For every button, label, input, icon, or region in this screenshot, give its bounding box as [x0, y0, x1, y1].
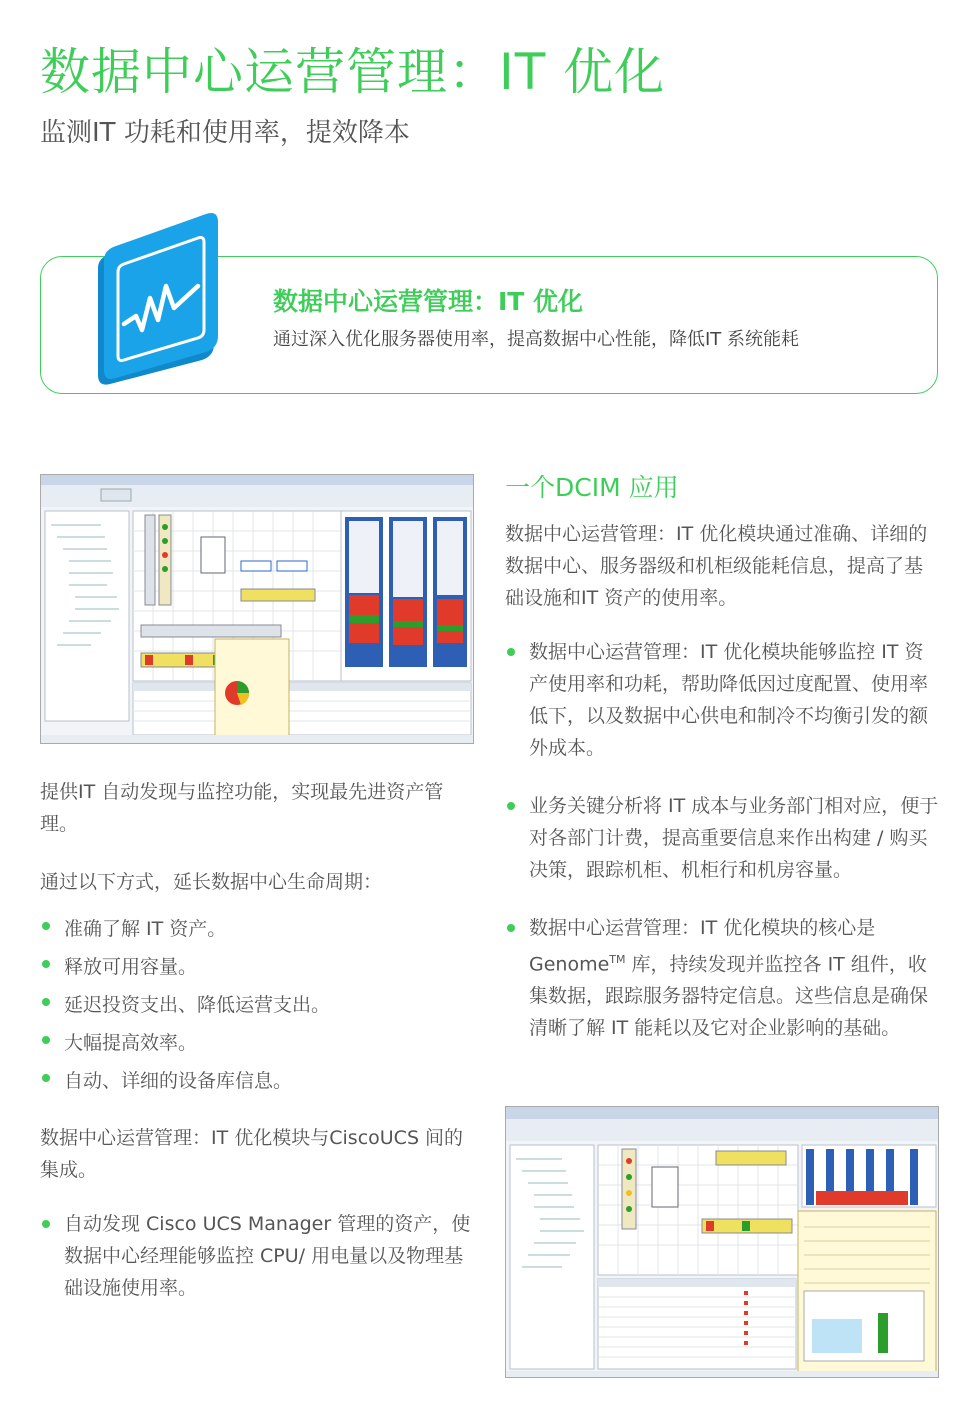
trademark-mark: TM — [609, 953, 626, 966]
list-item: 释放可用容量。 — [40, 948, 480, 986]
right-intro: 数据中心运营管理：IT 优化模块通过准确、详细的数据中心、服务器级和机柜级能耗信息，提高了基础设施和IT 资产的使用率。 — [505, 523, 928, 609]
pulse-wave-icon — [90, 212, 220, 387]
list-item: 自动发现 Cisco UCS Manager 管理的资产，使数据中心经理能够监控 CPU/ 用电量以及物理基础设施使用率。 — [40, 1208, 480, 1304]
dcim-detail-screenshot — [506, 1107, 939, 1378]
banner-description: 通过深入优化服务器使用率，提高数据中心性能，降低IT 系统能耗 — [273, 329, 800, 350]
lifecycle-lead: 通过以下方式，延长数据中心生命周期： — [40, 871, 383, 893]
list-item-text: 库，持续发现并监控各 IT 组件，收集数据，跟踪服务器特定信息。这些信息是确保清晰了解 IT 能耗以及它对企业影响的基础。 — [529, 953, 929, 1040]
list-item: 延迟投资支出、降低运营支出。 — [40, 986, 480, 1024]
right-list — [505, 636, 941, 1044]
list-item: 大幅提高效率。 — [40, 1024, 480, 1062]
list-item-text: 数据中心运营管理：IT 优化模块的核心是 Genome — [529, 917, 876, 976]
left-intro: 提供IT 自动发现与监控功能，实现最先进资产管理。 — [40, 781, 444, 835]
list-item: 自动、详细的设备库信息。 — [40, 1062, 480, 1100]
list-item: 数据中心运营管理：IT 优化模块能够监控 IT 资产使用率和功耗，帮助降低因过度配置、使用率低下，以及数据中心供电和制冷不均衡引发的额外成本。 — [505, 636, 941, 764]
cisco-list — [40, 1208, 480, 1304]
cisco-lead: 数据中心运营管理：IT 优化模块与CiscoUCS 间的集成。 — [40, 1127, 464, 1181]
section-title: 一个DCIM 应用 — [505, 473, 679, 502]
right-column — [505, 468, 941, 1044]
page-subtitle: 监测IT 功耗和使用率，提效降本 — [40, 118, 410, 148]
list-item: 准确了解 IT 资产。 — [40, 910, 480, 948]
list-item — [505, 912, 941, 1044]
dcim-floorplan-screenshot — [41, 475, 474, 744]
page-title: 数据中心运营管理：IT 优化 — [40, 43, 666, 101]
left-column — [40, 776, 480, 1304]
banner-title: 数据中心运营管理：IT 优化 — [273, 287, 584, 316]
software-screenshot-bottom — [505, 1106, 939, 1378]
list-item: 业务关键分析将 IT 成本与业务部门相对应，便于对各部门计费，提高重要信息来作出构建 / 购买决策，跟踪机柜、机柜行和机房容量。 — [505, 790, 941, 886]
software-screenshot-top — [40, 474, 474, 744]
lifecycle-list — [40, 910, 480, 1100]
